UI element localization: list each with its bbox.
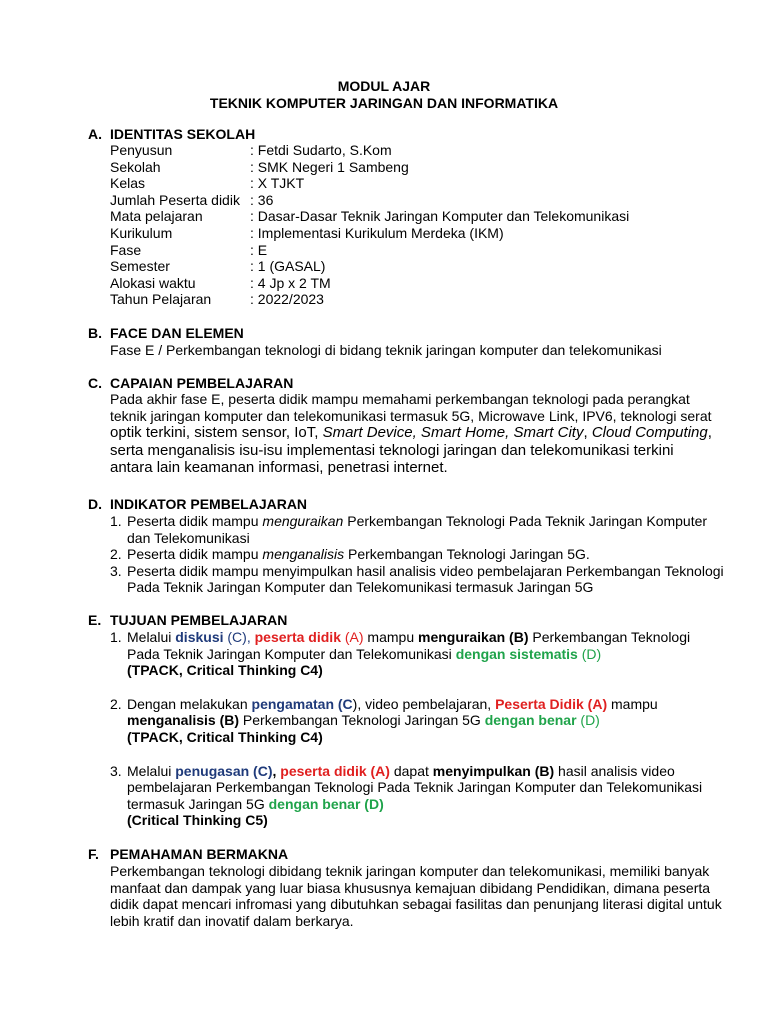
indicator-list (110, 513, 730, 596)
identity-row: Kurikulum : Implementasi Kurikulum Merdeka (IKM) (110, 224, 504, 241)
objective-tag: (TPACK, Critical Thinking C4) (127, 662, 323, 679)
objective-item-2: 2. Dengan melakukan pengamatan (C), video pembelajaran, Peserta Didik (A) mampu menganalisis (B) Perkembangan Teknologi Jaringan 5G dengan benar (D) (TPACK, Critical Thinking C4) (110, 696, 710, 746)
section-f-heading: F. PEMAHAMAN BERMAKNA (88, 846, 289, 862)
identity-row: Mata pelajaran : Dasar-Dasar Teknik Jaringan Komputer dan Telekomunikasi (110, 208, 630, 225)
identity-row: Semester : 1 (GASAL) (110, 258, 326, 275)
objective-item-1: 1. Melalui diskusi (C), peserta didik (A) mampu menguraikan (B) Perkembangan Teknologi Pada Teknik Jaringan Komputer dan Telekomunikasi dengan sistematis (D) (TPACK, Critical Thinking C4) (110, 629, 710, 679)
doc-title: MODUL AJAR (337, 78, 431, 94)
section-c-heading: C. CAPAIAN PEMBELAJARAN (88, 375, 294, 391)
identity-row: Alokasi waktu : 4 Jp x 2 TM (110, 274, 331, 291)
objective-list (110, 629, 710, 829)
list-item: 1. Peserta didik mampu menguraikan Perkembangan Teknologi Pada Teknik Jaringan Komputer dan Telekomunikasi (110, 513, 708, 546)
section-a-heading: A. IDENTITAS SEKOLAH (88, 126, 256, 142)
section-c-text: Pada akhir fase E, peserta didik mampu memahami perkembangan teknologi pada perangkat teknik jaringan komputer dan telekomunikasi termasuk 5G, Microwave Link, IPV6, teknologi serat optik terkini, sistem sensor, IoT, Smart Device, Smart Home, Smart City, Cloud Computing, serta menganalisis isu-isu implementasi teknologi jaringan dan telekomunikasi terkini antara lain keamanan informasi, penetrasi internet. (110, 391, 712, 477)
list-item: 3. Peserta didik mampu menyimpulkan hasil analisis video pembelajaran Perkembangan Teknologi Pada Teknik Jaringan Komputer dan Telekomunikasi termasuk Jaringan 5G (110, 562, 724, 596)
identity-row: Penyusun : Fetdi Sudarto, S.Kom (110, 142, 392, 158)
identity-row: Kelas : X TJKT (110, 175, 305, 192)
section-e-heading: E. TUJUAN PEMBELAJARAN (88, 612, 288, 628)
objective-tag: (Critical Thinking C5) (127, 812, 268, 829)
section-b-heading: B. FACE DAN ELEMEN (88, 325, 244, 341)
identity-row: Sekolah : SMK Negeri 1 Sambeng (110, 158, 409, 175)
identity-row: Jumlah Peserta didik : 36 (110, 191, 274, 208)
identity-table (110, 142, 629, 308)
section-b-text: Fase E / Perkembangan teknologi di bidang teknik jaringan komputer dan telekomunikasi (110, 342, 662, 358)
identity-row: Tahun Pelajaran : 2022/2023 (110, 291, 324, 308)
section-f-text: Perkembangan teknologi dibidang teknik jaringan komputer dan telekomunikasi, memiliki banyak manfaat dan dampak yang luar biasa khususnya kemajuan dibidang Pendidikan, dimana peserta didik dapat mencari infromasi yang dibutuhkan sebagai fasilitas dan penunjang literasi digital untuk lebih kratif dan inovatif dalam berkarya. (110, 863, 722, 929)
objective-tag: (TPACK, Critical Thinking C4) (127, 728, 323, 745)
identity-row: Fase : E (110, 241, 268, 258)
section-d-heading: D. INDIKATOR PEMBELAJARAN (88, 496, 308, 512)
objective-item-3: 3. Melalui penugasan (C), peserta didik (A) dapat menyimpulkan (B) hasil analisis video pembelajaran Perkembangan Teknologi Pada Teknik Jaringan Komputer dan Telekomunikasi termasuk Jaringan 5G dengan benar (D) (Critical Thinking C5) (110, 763, 710, 829)
doc-subtitle: TEKNIK KOMPUTER JARINGAN DAN INFORMATIKA (209, 95, 559, 111)
list-item: 2. Peserta didik mampu menganalisis Perkembangan Teknologi Jaringan 5G. (110, 546, 590, 563)
